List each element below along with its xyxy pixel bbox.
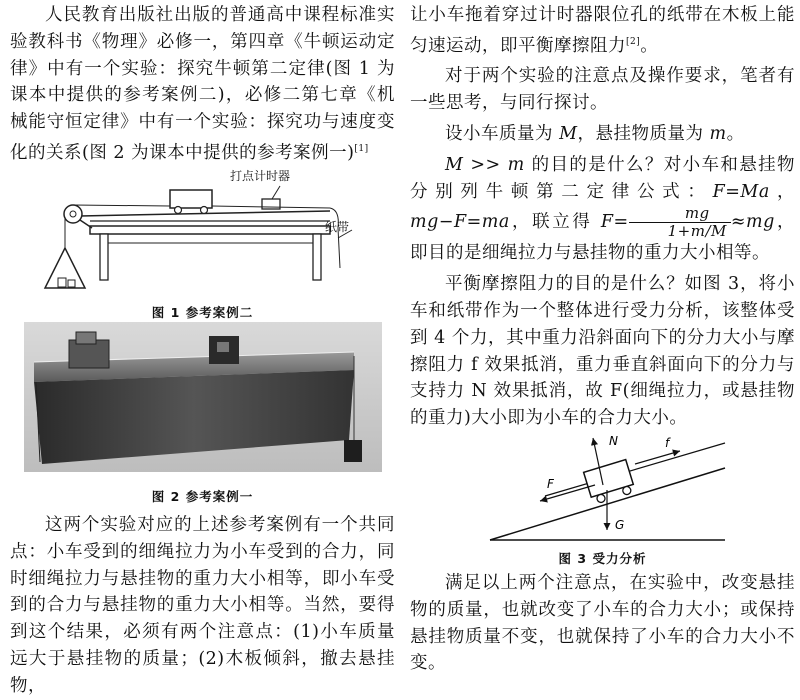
- right-paragraph-derivation: [410, 152, 795, 267]
- intro-text: 人民教育出版社出版的普通高中课程标准实验教科书《物理》必修一，第四章《牛顿运动定律》中有一个实验：探究牛顿第二定律(图 1 为课本中提供的参考案例二)，必修二第七章《机械能守恒定律》中有一个实验：探究功与速度变化的关系(图 2 为课本中提供的参考案例一): [10, 5, 395, 163]
- fraction-numerator: mg: [629, 205, 731, 223]
- left-column-bottom: [10, 512, 395, 700]
- derivation-text-c: ，即目的是细绳拉力与悬挂物的重力大小相等。: [410, 212, 796, 264]
- mass-text-c: 。: [726, 124, 745, 145]
- left-paragraph-intro: [10, 2, 395, 167]
- condition-M-gg-m: M >> m: [445, 154, 525, 175]
- right-column: [410, 0, 795, 432]
- equation-1: F=Ma: [712, 181, 770, 202]
- equation-2: mg−F=ma: [410, 212, 510, 233]
- citation-1: [1]: [354, 143, 369, 154]
- label-tape: 纸带: [325, 220, 350, 234]
- figure-2-photo: [24, 322, 382, 472]
- right-paragraph-thoughts: 对于两个实验的注意点及操作要求，笔者有一些思考，与同行探讨。: [410, 66, 795, 114]
- citation-2: [2]: [626, 36, 641, 47]
- figure-2: [24, 322, 382, 472]
- continuation-text: 让小车拖着穿过计时器限位孔的纸带在木板上能匀速运动，即平衡摩擦阻力: [410, 5, 795, 56]
- fraction-denominator: 1+m/M: [667, 222, 727, 241]
- left-paragraph-common: 这两个实验对应的上述参考案例有一个共同点：小车受到的细绳拉力为小车受到的合力，同时细绳拉力与悬挂物的重力大小相等，即小车受到的合力与悬挂物的重力大小相等。当然，要得到这个结果，必须有两个注意点：(1)小车质量远大于悬挂物的质量；(2)木板倾斜，撤去悬挂物，: [10, 515, 395, 696]
- figure-3-caption: 图 3 受力分析: [558, 551, 647, 566]
- force-label-N: N: [609, 434, 618, 448]
- equation-F: F=: [600, 212, 629, 233]
- equation-separator: ，: [769, 181, 796, 202]
- derivation-text-a: 的目的是什么？对小车和悬挂物分别列牛顿第二定律公式：: [410, 154, 796, 202]
- force-label-F: F: [547, 477, 554, 491]
- right-paragraph-continuation: [410, 2, 795, 59]
- symbol-m: m: [709, 124, 727, 145]
- figure-3-drawing: [485, 430, 730, 545]
- right-paragraph-friction: 平衡摩擦阻力的目的是什么？如图 3，将小车和纸带作为一个整体进行受力分析，该整体受到 4 个力，其中重力沿斜面向下的分力大小与摩擦阻力 f 效果抵消，重力垂直斜面向下的分力与支持力 N 效果抵消，故 F(细绳拉力，或悬挂物的重力)大小即为小车的合力大小。: [410, 274, 795, 429]
- symbol-M: M: [559, 124, 578, 145]
- mass-text-b: ，悬挂物质量为: [577, 124, 710, 145]
- continuation-end: 。: [640, 35, 659, 56]
- force-label-f: f: [665, 436, 670, 450]
- figure-1-caption: 图 1 参考案例二: [151, 305, 254, 320]
- force-label-G: G: [615, 518, 625, 532]
- right-column-bottom: [410, 570, 795, 677]
- figure-2-caption: 图 2 参考案例一: [151, 489, 254, 504]
- label-timer: 打点计时器: [230, 169, 291, 183]
- equation-approx: ≈mg: [730, 212, 775, 233]
- right-paragraph-conclusion: 满足以上两个注意点，在实验中，改变悬挂物的质量，也就改变了小车的合力大小；或保持悬挂物质量不变，也就保持了小车的合力大小不变。: [410, 573, 795, 674]
- derivation-text-b: ，联立得: [509, 212, 601, 233]
- fraction: [629, 205, 731, 240]
- mass-text-a: 设小车质量为: [445, 124, 560, 145]
- figure-1-drawing: [40, 168, 370, 300]
- figure-3: [485, 430, 730, 545]
- right-paragraph-mass: [410, 121, 795, 148]
- left-column: [10, 0, 395, 167]
- figure-1: [40, 168, 370, 300]
